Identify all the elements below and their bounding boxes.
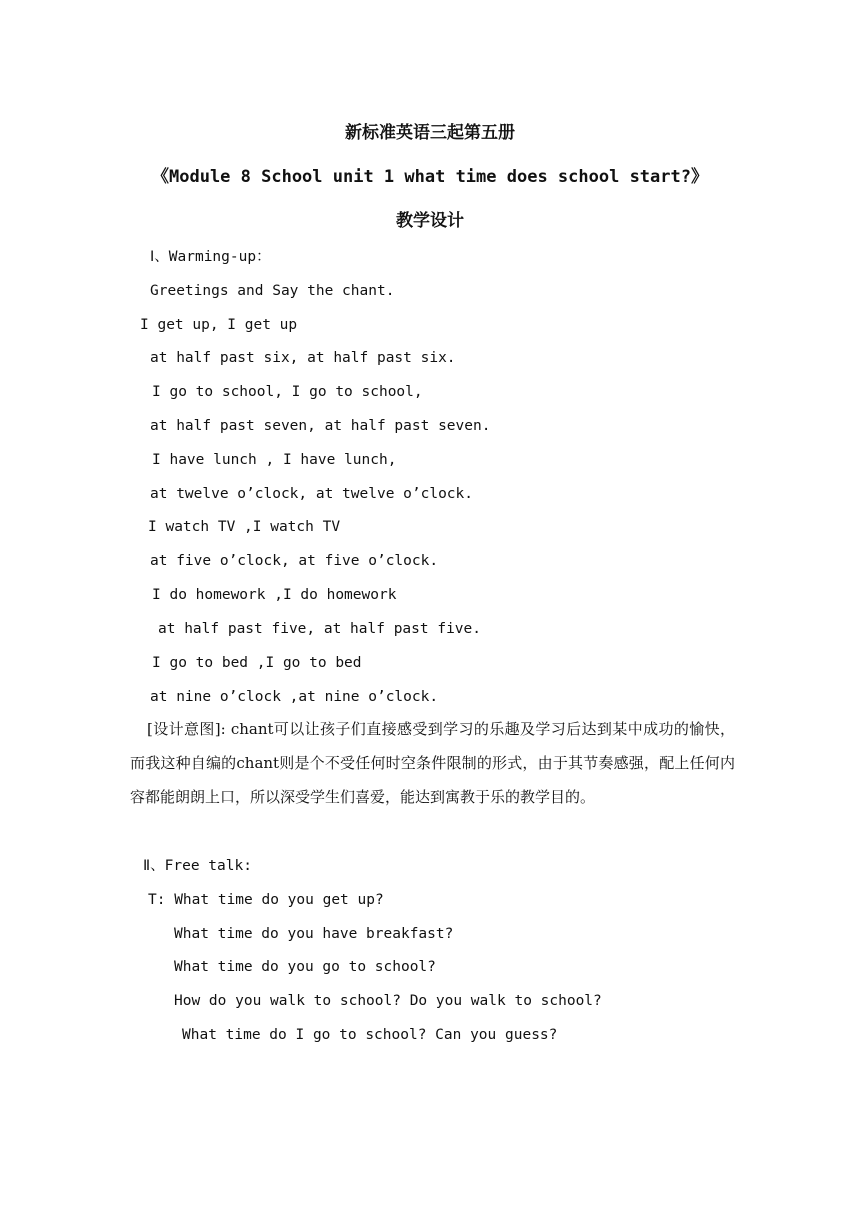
chant-line: at nine o’clock ,at nine o’clock. [150, 689, 439, 705]
question-line: What time do you have breakfast? [174, 926, 454, 942]
section-heading-free-talk: Ⅱ、Free talk: [143, 858, 252, 874]
chant-line: I go to bed ,I go to bed [152, 655, 362, 671]
question-line: What time do you go to school? [174, 959, 436, 975]
design-intent-paragraph: [设计意图]: chant可以让孩子们直接感受到学习的乐趣及学习后达到某中成功的愉快，而我这种自编的chant则是个不受任何时空条件限制的形式，由于其节奏感强，配上任何内容都能朗朗上口，所以深受学生们喜爱，能达到寓教于乐的教学目的。 [130, 720, 735, 806]
question-line: How do you walk to school? Do you walk to school? [174, 993, 602, 1009]
chant-line: at half past five, at half past five. [158, 621, 482, 637]
question-line: What time do I go to school? Can you guess? [182, 1027, 558, 1043]
section-intro: Greetings and Say the chant. [150, 283, 395, 299]
document-title-suffix: 教学设计 [396, 211, 464, 231]
chant-line: I watch TV ,I watch TV [148, 519, 341, 535]
chant-line: at five o’clock, at five o’clock. [150, 553, 439, 569]
chant-line: at half past six, at half past six. [150, 350, 456, 366]
chant-line: I have lunch , I have lunch, [152, 452, 397, 468]
chant-line: at half past seven, at half past seven. [150, 418, 491, 434]
chant-line: at twelve o’clock, at twelve o’clock. [150, 486, 474, 502]
chant-line: I do homework ,I do homework [152, 587, 397, 603]
document-title: 新标准英语三起第五册 [345, 123, 515, 143]
question-line: T: What time do you get up? [148, 892, 384, 908]
section-heading-warming-up: Ⅰ、Warming-up： [150, 249, 271, 265]
chant-line: I get up, I get up [140, 317, 298, 333]
chant-line: I go to school, I go to school, [152, 384, 423, 400]
document-subtitle: 《Module 8 School unit 1 what time does school start?》 [152, 167, 708, 187]
